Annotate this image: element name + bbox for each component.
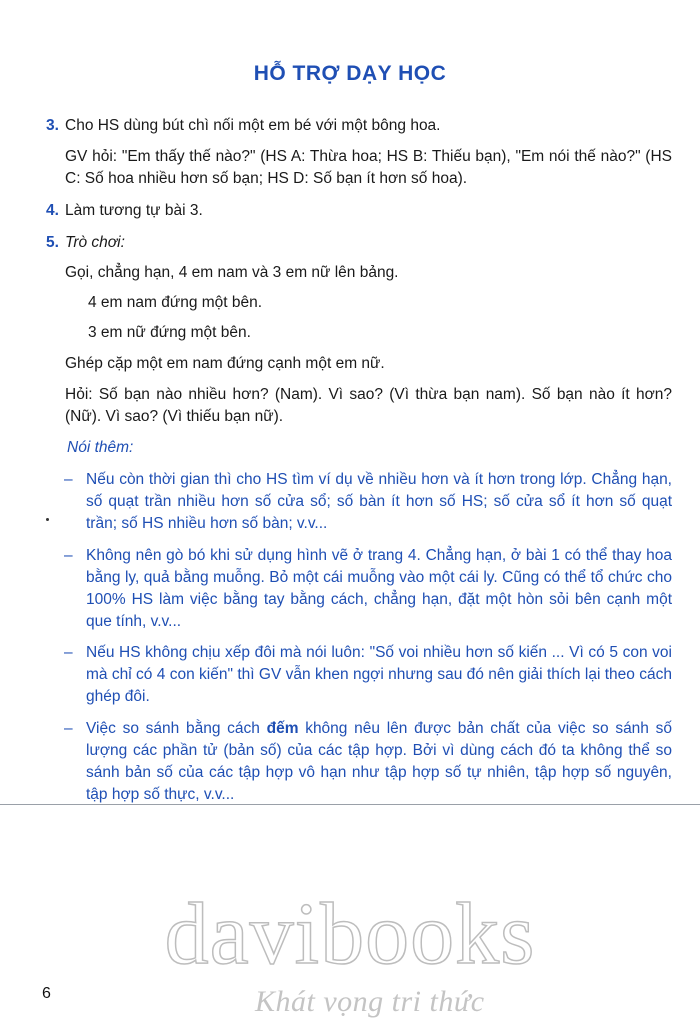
watermark-logo: davibooks [164, 886, 536, 983]
note-text-part: không nêu lên được bản chất của việc so sánh số lượng các phần tử (bản số) của các tập hợp. Bởi vì dùng cách đó ta không thể so sánh bản số của các tập hợp vô hạn như tập hợp số tự nhiên, tập hợp số nguyên, tập hợp số thực, v.v... [86, 720, 673, 803]
bullet-dash: – [64, 644, 73, 661]
note-text [86, 718, 672, 806]
note-bullet [64, 718, 672, 806]
emphasis-word: đếm [266, 720, 299, 737]
bullet-dash: – [64, 547, 73, 564]
game-boys: 4 em nam đứng một bên. [88, 294, 263, 311]
game-girls: 3 em nữ đứng một bên. [88, 324, 251, 341]
exercise-number: 5. [46, 234, 59, 251]
note-bullet [64, 545, 672, 633]
bullet-dash: – [64, 471, 73, 488]
exercise-text: Cho HS dùng bút chì nối một em bé với một bông hoa. [65, 117, 441, 134]
exercise-number: 4. [46, 202, 59, 219]
game-question: Hỏi: Số bạn nào nhiều hơn? (Nam). Vì sao? (Vì thừa bạn nam). Số bạn nào ít hơn? (Nữ). Vì sao? (Vì thiếu bạn nữ). [65, 386, 672, 425]
note-text: Không nên gò bó khi sử dụng hình vẽ ở trang 4. Chẳng hạn, ở bài 1 có thể thay hoa bằng ly, quả bằng muỗng. Bỏ một cái muỗng vào một cái ly. Cũng có thể tổ chức cho 100% HS làm việc bằng tay bằng cách, chẳng hạn, đặt một hòn sỏi bên cạnh một que tính, v.v... [86, 547, 672, 630]
note-text: Nếu còn thời gian thì cho HS tìm ví dụ về nhiều hơn và ít hơn trong lớp. Chẳng hạn, số quạt trần nhiều hơn số cửa sổ; số bàn ít hơn số HS; số cửa sổ ít hơn số quạt trần; số HS nhiều hơn số bàn; v.v... [86, 471, 672, 532]
watermark-slogan: Khát vọng tri thức [255, 985, 485, 1018]
note-bullet [64, 642, 672, 708]
note-text: Nếu HS không chịu xếp đôi mà nói luôn: "Số voi nhiều hơn số kiến ... Vì có 5 con voi mà chỉ có 4 con kiến" thì GV vẫn khen ngợi nhưng sau đó nên giải thích lại theo cách ghép đôi. [86, 644, 672, 705]
divider-line [0, 804, 700, 805]
exercise-number: 3. [46, 117, 59, 134]
page-title: HỖ TRỢ DẠY HỌC [253, 62, 447, 85]
note-bullet [64, 469, 672, 535]
game-pairing: Ghép cặp một em nam đứng cạnh một em nữ. [65, 355, 385, 372]
exercise-text: Trò chơi: [65, 234, 125, 251]
page-number: 6 [42, 985, 51, 1002]
notes-title: Nói thêm: [67, 439, 134, 456]
exercise-3-detail: GV hỏi: "Em thấy thế nào?" (HS A: Thừa hoa; HS B: Thiếu bạn), "Em nói thế nào?" (HS C: Số hoa nhiều hơn số bạn; HS D: Số bạn ít hơn số hoa). [65, 148, 672, 187]
game-intro: Gọi, chẳng hạn, 4 em nam và 3 em nữ lên bảng. [65, 264, 399, 281]
exercise-text: Làm tương tự bài 3. [65, 202, 203, 219]
stray-dot [46, 518, 49, 521]
bullet-dash: – [64, 720, 73, 737]
note-text-part: Việc so sánh bằng cách [86, 720, 267, 737]
